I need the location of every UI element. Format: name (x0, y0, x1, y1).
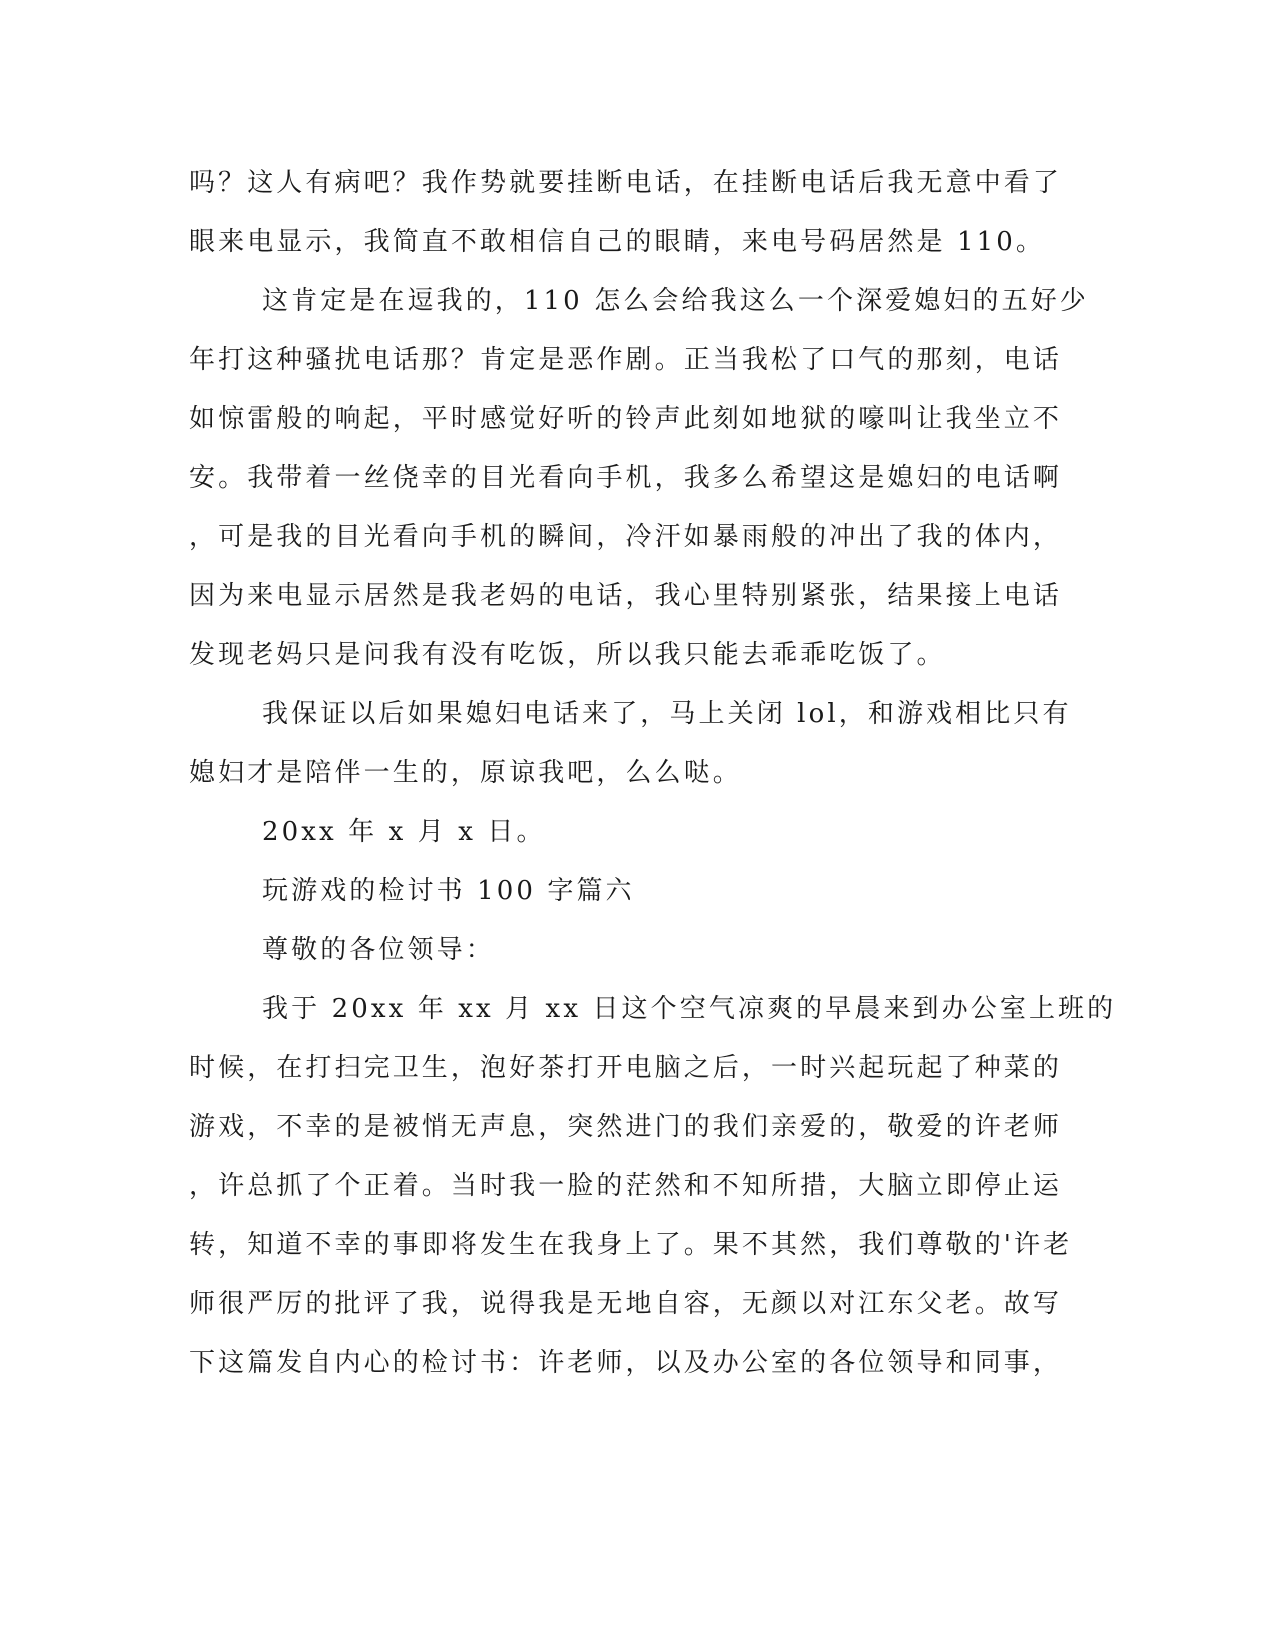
text-line: 安。我带着一丝侥幸的目光看向手机，我多么希望这是媳妇的电话啊 (189, 463, 1063, 493)
paragraph-start-line: 我于 20xx 年 xx 月 xx 日这个空气凉爽的早晨来到办公室上班的 (262, 994, 1117, 1024)
salutation: 尊敬的各位领导： (262, 935, 495, 965)
text-line: ，可是我的目光看向手机的瞬间，冷汗如暴雨般的冲出了我的体内， (189, 522, 1063, 552)
text-line: 吗？这人有病吧？我作势就要挂断电话，在挂断电话后我无意中看了 (189, 168, 1063, 198)
text-line: ，许总抓了个正着。当时我一脸的茫然和不知所措，大脑立即停止运 (189, 1171, 1063, 1201)
text-line: 师很严厉的批评了我，说得我是无地自容，无颜以对江东父老。故写 (189, 1289, 1063, 1319)
paragraph-start-line: 我保证以后如果媳妇电话来了，马上关闭 lol，和游戏相比只有 (262, 699, 1072, 729)
text-line: 媳妇才是陪伴一生的，原谅我吧，么么哒。 (189, 758, 742, 788)
text-line: 眼来电显示，我简直不敢相信自己的眼睛，来电号码居然是 110。 (189, 227, 1045, 257)
text-line: 转，知道不幸的事即将发生在我身上了。果不其然，我们尊敬的'许老 (189, 1230, 1073, 1260)
text-line: 发现老妈只是问我有没有吃饭，所以我只能去乖乖吃饭了。 (189, 640, 946, 670)
text-line: 游戏，不幸的是被悄无声息，突然进门的我们亲爱的，敬爱的许老师 (189, 1112, 1063, 1142)
date-line: 20xx 年 x 月 x 日。 (262, 817, 546, 847)
text-line: 下这篇发自内心的检讨书：许老师，以及办公室的各位领导和同事， (189, 1348, 1063, 1378)
paragraph-start-line: 这肯定是在逗我的，110 怎么会给我这么一个深爱媳妇的五好少 (262, 286, 1089, 316)
text-line: 因为来电显示居然是我老妈的电话，我心里特别紧张，结果接上电话 (189, 581, 1063, 611)
text-line: 如惊雷般的响起，平时感觉好听的铃声此刻如地狱的嚎叫让我坐立不 (189, 404, 1063, 434)
text-line: 年打这种骚扰电话那？肯定是恶作剧。正当我松了口气的那刻，电话 (189, 345, 1063, 375)
text-line: 时候，在打扫完卫生，泡好茶打开电脑之后，一时兴起玩起了种菜的 (189, 1053, 1063, 1083)
section-title: 玩游戏的检讨书 100 字篇六 (262, 876, 635, 906)
